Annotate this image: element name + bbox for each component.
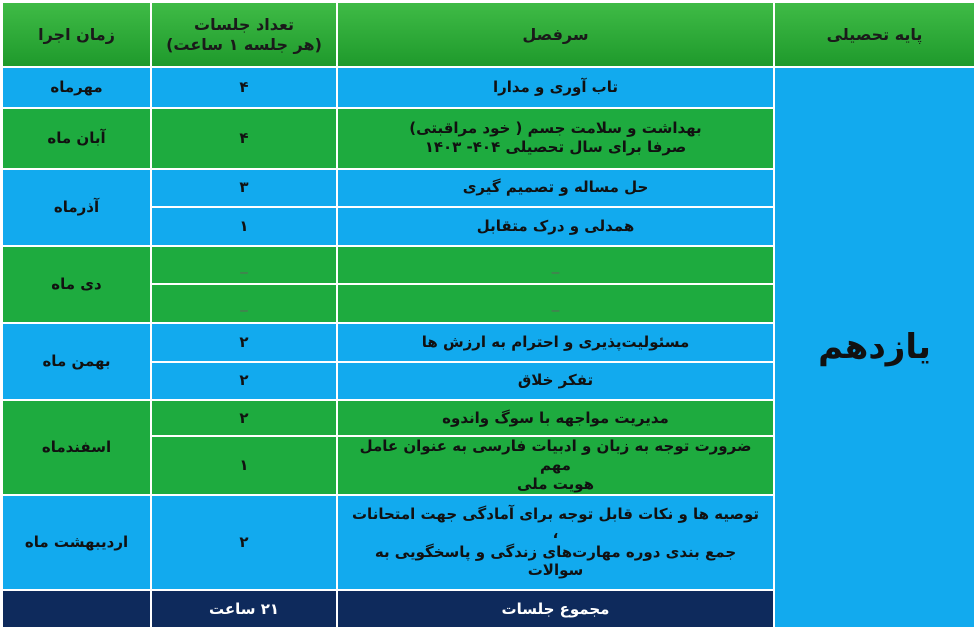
topic-cell: حل مساله و تصمیم گیری bbox=[337, 169, 774, 208]
count-cell: ۴ bbox=[151, 67, 337, 108]
total-value: ۲۱ ساعت bbox=[151, 590, 337, 628]
topic-cell bbox=[337, 436, 774, 495]
month-cell: بهمن ماه bbox=[2, 323, 151, 400]
count-cell: ۲ bbox=[151, 362, 337, 401]
topic-cell bbox=[337, 108, 774, 169]
count-cell: ۴ bbox=[151, 108, 337, 169]
total-label: مجموع جلسات bbox=[337, 590, 774, 628]
topic-cell bbox=[337, 495, 774, 590]
count-cell: _ bbox=[151, 246, 337, 285]
topic-line: توصیه ها و نکات قابل توجه برای آمادگی جهت امتحانات ، bbox=[351, 505, 760, 542]
total-empty-cell bbox=[2, 590, 151, 628]
topic-line: ضرورت توجه به زبان و ادبیات فارسی به عنوان عامل مهم bbox=[359, 437, 752, 474]
count-cell: ۲ bbox=[151, 495, 337, 590]
count-cell: ۱ bbox=[151, 207, 337, 246]
topic-line: صرفا برای سال تحصیلی ۴۰۴- ۱۴۰۳ bbox=[424, 138, 687, 157]
header-month: زمان اجرا bbox=[2, 2, 151, 67]
header-sessions-line2: (هر جلسه ۱ ساعت) bbox=[166, 34, 322, 54]
topic-line: سوالات bbox=[527, 561, 584, 580]
count-cell: ۳ bbox=[151, 169, 337, 208]
grade-cell: یازدهم bbox=[774, 67, 975, 628]
topic-cell: مدیریت مواجهه با سوگ واندوه bbox=[337, 400, 774, 436]
topic-cell: تاب آوری و مدارا bbox=[337, 67, 774, 108]
header-row bbox=[2, 2, 975, 67]
count-cell: ۱ bbox=[151, 436, 337, 495]
month-cell: اردیبهشت ماه bbox=[2, 495, 151, 590]
header-topic: سرفصل bbox=[337, 2, 774, 67]
topic-cell: تفکر خلاق bbox=[337, 362, 774, 401]
count-cell: ۲ bbox=[151, 400, 337, 436]
schedule-table bbox=[1, 1, 975, 629]
topic-cell: _ bbox=[337, 246, 774, 285]
topic-cell: _ bbox=[337, 284, 774, 323]
topic-line: بهداشت و سلامت جسم ( خود مراقبتی) bbox=[409, 119, 702, 138]
month-cell: آذرماه bbox=[2, 169, 151, 246]
month-cell: مهرماه bbox=[2, 67, 151, 108]
header-grade: پایه تحصیلی bbox=[774, 2, 975, 67]
topic-line: هویت ملی bbox=[516, 474, 595, 493]
month-cell: آبان ماه bbox=[2, 108, 151, 169]
topic-cell: مسئولیت‌پذیری و احترام به ارزش ها bbox=[337, 323, 774, 362]
topic-cell: همدلی و درک متقابل bbox=[337, 207, 774, 246]
header-sessions-line1: تعداد جلسات bbox=[194, 14, 294, 34]
month-cell: دی ماه bbox=[2, 246, 151, 323]
count-cell: _ bbox=[151, 284, 337, 323]
count-cell: ۲ bbox=[151, 323, 337, 362]
month-cell: اسفندماه bbox=[2, 400, 151, 495]
header-sessions bbox=[151, 2, 337, 67]
topic-line: جمع بندی دوره مهارت‌های زندگی و پاسخگویی به bbox=[374, 542, 737, 561]
table-row bbox=[2, 67, 975, 108]
